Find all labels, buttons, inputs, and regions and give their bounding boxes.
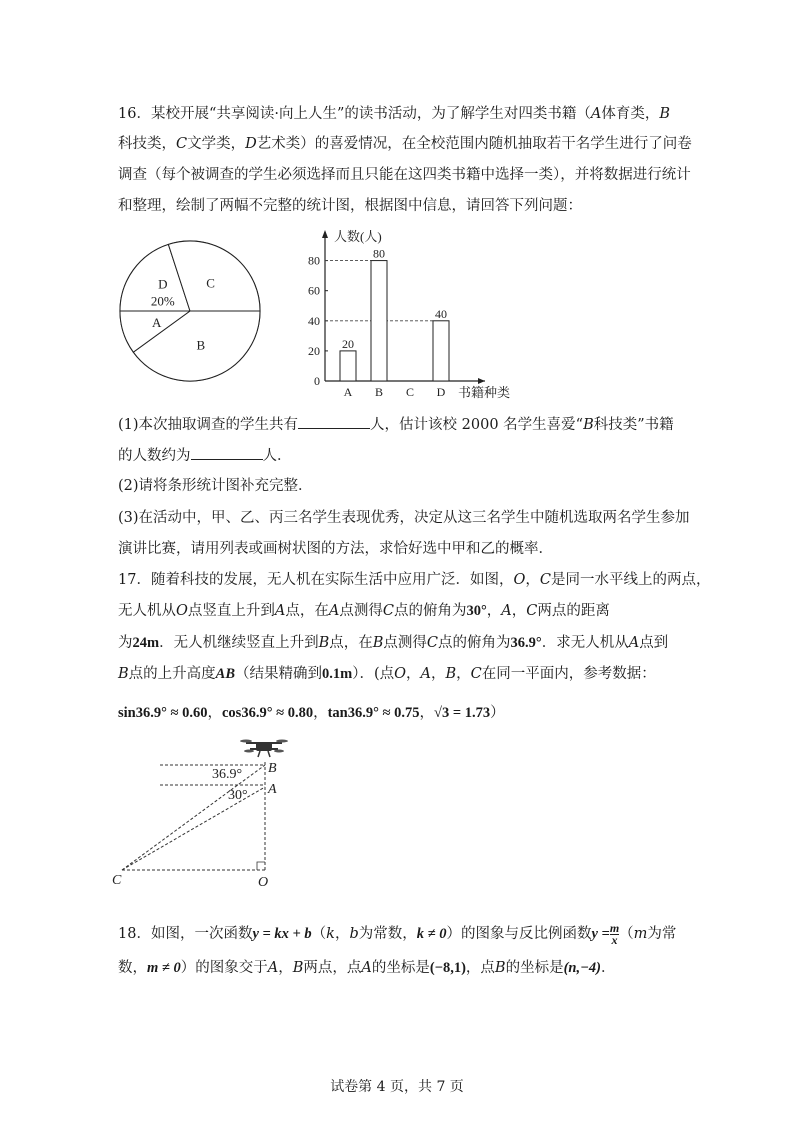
q16-sub3-line-2: 演讲比赛，请用列表或画树状图的方法，求恰好选中甲和乙的概率．	[118, 541, 553, 557]
angle-label-36-9: 36.9°	[212, 767, 243, 782]
answer-blank-total[interactable]	[298, 414, 370, 429]
y-tick-60: 60	[308, 283, 320, 298]
y-tick-80: 80	[308, 253, 320, 268]
pie-label-A: A	[152, 314, 162, 330]
bar-A	[340, 351, 356, 381]
y-axis-label: 人数(人)	[334, 229, 382, 244]
q17-line-2: 无人机从O点竖直上升到A点，在A点测得C点的俯角为30°，A，C两点的距离	[118, 603, 610, 619]
bar-label-B: 80	[373, 246, 385, 261]
bar-label-D: 40	[435, 306, 447, 321]
x-tick-A: A	[343, 385, 353, 399]
q16-sub2: (2)请将条形统计图补充完整．	[118, 478, 313, 494]
q16-sub3-line-1: (3)在活动中，甲、乙、丙三名学生表现优秀，决定从这三名学生中随机选取两名学生参加	[118, 510, 690, 526]
sight-line-BC	[122, 765, 265, 870]
pie-label-D: D	[158, 276, 168, 292]
q17-reference-data: sin36.9° ≈ 0.60，cos36.9° ≈ 0.80，tan36.9° ≈ 0.75，√3 = 1.73）	[118, 705, 505, 721]
answer-blank-estimate[interactable]	[191, 445, 263, 460]
q17-line-4: B点的上升高度AB（结果精确到0.1m）．(点O，A，B，C在同一平面内，参考数据：	[118, 666, 656, 682]
pie-percent-D: 20%	[150, 293, 175, 309]
q16-sub1-line-2: 的人数约为 人．	[118, 445, 292, 466]
bar-label-A: 20	[342, 336, 354, 351]
q16-line-1: 16．某校开展“共享阅读·向上人生”的读书活动，为了解学生对四类书籍（A体育类，B	[118, 106, 671, 122]
drone-icon	[240, 740, 288, 758]
x-axis-arrow	[478, 378, 485, 384]
bar-chart	[300, 228, 511, 403]
label-B: B	[268, 761, 277, 776]
y-axis-arrow	[322, 230, 328, 238]
drone-figure	[110, 732, 310, 892]
x-tick-B: B	[374, 385, 384, 399]
pie-label-B: B	[196, 337, 206, 353]
y-tick-20: 20	[308, 343, 320, 358]
q18-line-2: 数，m ≠ 0）的图象交于A，B两点，点A的坐标是(−8,1)，点B的坐标是(n,−4)．	[118, 960, 616, 976]
x-tick-D: D	[436, 385, 446, 399]
fraction-m-over-x: $\frac{m}{x}$	[609, 920, 620, 947]
q16-sub1-line-1: (1)本次抽取调查的学生共有 人，估计该校 2000 名学生喜爱“B科技类”书籍	[118, 414, 674, 435]
y-tick-40: 40	[308, 313, 320, 328]
y-tick-0: 0	[314, 374, 320, 388]
x-tick-C: C	[405, 385, 415, 399]
label-O: O	[258, 875, 269, 890]
page-footer: 试卷第 4 页，共 7 页	[330, 1079, 464, 1095]
label-A: A	[268, 782, 277, 797]
pie-chart	[115, 236, 265, 386]
q16-line-4: 和整理，绘制了两幅不完整的统计图，根据图中信息，请回答下列问题：	[118, 198, 582, 214]
angle-label-30: 30°	[228, 788, 248, 803]
right-angle-mark	[257, 862, 265, 870]
bar-B	[371, 261, 387, 381]
q17-line-3: 为24m．无人机继续竖直上升到B点，在B点测得C点的俯角为36.9°．求无人机从A点到	[118, 635, 669, 651]
pie-label-C: C	[206, 275, 215, 291]
q18-line-1: 18．如图，一次函数y = kx + b（k，b为常数，k ≠ 0）的图象与反比例函数y = $\frac{m}{x}$ （m为常	[118, 920, 677, 947]
x-axis-label: 书籍种类	[458, 385, 511, 400]
label-C: C	[112, 873, 122, 888]
q16-line-3: 调查（每个被调查的学生必须选择而且只能在这四类书籍中选择一类），并将数据进行统计	[118, 167, 691, 183]
q16-line-2: 科技类，C文学类，D艺术类）的喜爱情况，在全校范围内随机抽取若干名学生进行了问卷	[118, 136, 692, 152]
q17-line-1: 17．随着科技的发展，无人机在实际生活中应用广泛．如图，O，C是同一水平线上的两点，	[118, 572, 711, 588]
bar-D	[433, 321, 449, 381]
